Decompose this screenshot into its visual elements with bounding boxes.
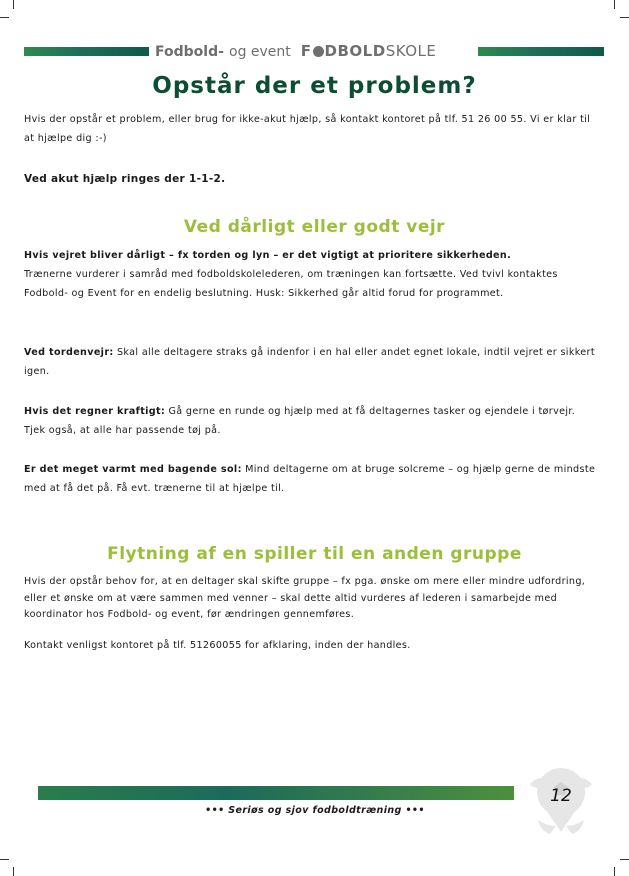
crop-mark [614, 0, 615, 9]
ball-icon [313, 46, 324, 57]
transfer-heading: Flytning af en spiller til en anden gruppe [107, 544, 522, 564]
weather-section [24, 246, 598, 303]
footer-bar [38, 786, 514, 800]
item-lead: Hvis det regner kraftigt: [24, 406, 166, 417]
crop-mark [620, 17, 629, 18]
brand-school-rest: DBOLD [324, 41, 386, 60]
crop-mark [620, 859, 629, 860]
crop-mark [614, 867, 615, 876]
crop-mark [13, 867, 14, 876]
weather-item-rain [24, 402, 598, 440]
brand-light: og event [229, 43, 291, 60]
page-title: Opstår der et problem? [152, 73, 477, 99]
crop-mark [13, 0, 14, 9]
transfer-contact: Kontakt venligst kontoret på tlf. 51260055 for afklaring, inden der handles. [24, 640, 411, 651]
brand-school-light: SKOLE [385, 41, 437, 60]
brand-fodbold-event [155, 41, 291, 60]
item-text: Mind deltagerne om at bruge solcreme – og hjælp gerne de mindste med at få det på. Få evt. trænerne til at hjælpe til. [24, 464, 596, 494]
item-text: Gå gerne en runde og hjælp med at få deltagernes tasker og ejendele i tørvejr. Tjek også, at alle har passende tøj på. [24, 406, 576, 436]
footer-tagline: ••• Seriøs og sjov fodboldtræning ••• [205, 805, 425, 816]
transfer-text: Hvis der opstår behov for, at en deltager skal skifte gruppe – fx pga. ønske om mere eller mindre udfordring, eller et ønske om at være sammen med venner – skal dette altid vurderes af lederen i samarbejde med koordinator hos Fodbold- og event, før ændringen gennemføres. [24, 576, 586, 620]
weather-item-sun [24, 460, 598, 498]
item-text: Skal alle deltagere straks gå indenfor i en hal eller andet egnet lokale, indtil vejret er sikkert igen. [24, 347, 595, 377]
crop-mark [0, 859, 9, 860]
header-bar-right [478, 47, 604, 56]
header-bar-left [24, 47, 149, 56]
weather-heading: Ved dårligt eller godt vejr [183, 217, 446, 237]
brand-bold: Fodbold- [155, 43, 224, 60]
weather-item-thunder [24, 343, 598, 381]
brand-fodboldskole [301, 41, 437, 60]
intro-text: Hvis der opstår et problem, eller brug for ikke-akut hjælp, så kontakt kontoret på tlf. 51 26 00 55. Vi er klar til at hjælpe dig :-) [24, 114, 591, 144]
item-lead: Ved tordenvejr: [24, 347, 114, 358]
weather-bold-line: Hvis vejret bliver dårligt – fx torden og lyn – er det vigtigt at prioritere sikkerheden. [24, 250, 512, 261]
page-number: 12 [550, 786, 572, 806]
brand-logo [155, 40, 475, 60]
brand-school-first: F [300, 41, 312, 60]
crop-mark [0, 17, 9, 18]
item-lead: Er det meget varmt med bagende sol: [24, 464, 242, 475]
weather-text: Trænerne vurderer i samråd med fodboldskolelederen, om træningen kan fortsætte. Ved tvivl kontaktes Fodbold- og Event for en endelig beslutning. Husk: Sikkerhed går altid forud for programmet. [24, 269, 558, 299]
emergency-text: Ved akut hjælp ringes der 1-1-2. [24, 173, 226, 185]
